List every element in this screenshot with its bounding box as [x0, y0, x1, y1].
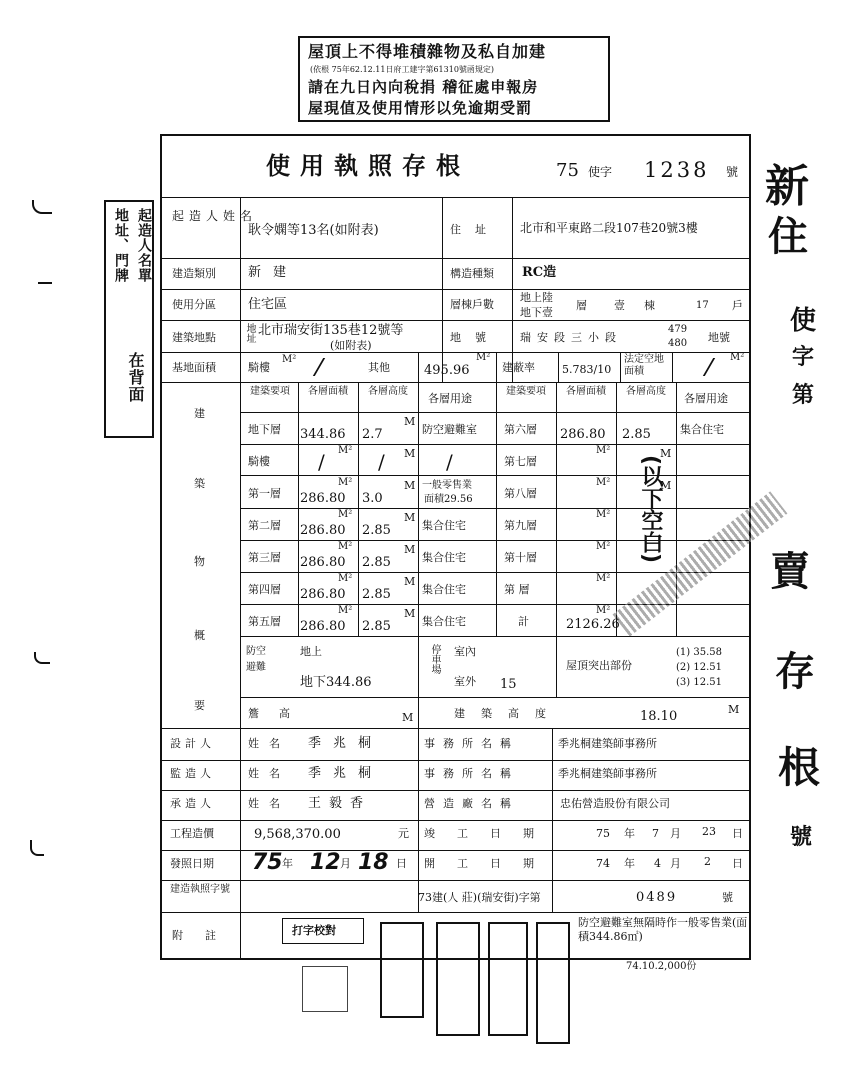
- area-other-label: 其他: [368, 361, 390, 374]
- row-floor-right: 第 層: [504, 583, 530, 596]
- row-floor-right: 第八層: [504, 487, 537, 500]
- unit-label: M²: [338, 541, 353, 552]
- unit-label: M: [728, 703, 740, 716]
- section-char-3: 物: [194, 555, 205, 568]
- supervisor-name: 季兆桐: [308, 766, 384, 781]
- cost-label: 工程造價: [170, 827, 214, 840]
- owner-label: 起造人姓名: [172, 209, 258, 223]
- row-floor: 地下層: [248, 423, 281, 436]
- margin-char-3: 使: [790, 306, 817, 336]
- floors-above: 地上陸: [520, 291, 553, 304]
- unit-label: M²: [596, 573, 611, 584]
- cost-value: 9,568,370.00: [254, 827, 341, 842]
- builder-firm-label: 營造廠名稱: [424, 797, 519, 810]
- head-height: 各層高度: [368, 386, 408, 397]
- ymd-m: 月: [670, 827, 681, 840]
- area-other-value: 495.96: [424, 363, 470, 378]
- unit-label: M²: [338, 509, 353, 520]
- start-ymd-d: 日: [732, 857, 743, 870]
- zone-label: 使用分區: [172, 298, 216, 311]
- row-use-right: 集合住宅: [680, 423, 724, 436]
- row-use: /: [446, 450, 453, 474]
- issue-day: 18: [358, 850, 389, 875]
- unit-label: M²: [596, 605, 611, 616]
- margin-char-7: 存: [775, 648, 815, 695]
- binding-mark-1: [32, 200, 52, 214]
- row-height-right: 2.85: [622, 427, 651, 442]
- row-area: 286.80: [300, 587, 346, 602]
- row-height: 2.85: [362, 619, 391, 634]
- permit-number: 1238: [644, 158, 710, 182]
- builder-firm: 忠佑營造股份有限公司: [560, 797, 670, 810]
- row-use: 防空避難室: [422, 423, 477, 436]
- area-other-unit: M²: [476, 352, 491, 363]
- coverage-value: 5.783/10: [562, 363, 612, 376]
- row-use-2: 面積29.56: [424, 494, 473, 505]
- row-floor: 第五層: [248, 615, 281, 628]
- blank-note: (以下空白): [638, 455, 663, 564]
- margin-char-1: 新: [765, 161, 809, 212]
- address-label: 住址: [450, 223, 500, 236]
- issue-year: 75: [252, 850, 283, 875]
- row-floor: 第一層: [248, 487, 281, 500]
- cost-unit: 元: [398, 827, 409, 840]
- coverage-label: 建蔽率: [502, 361, 535, 374]
- row-floor: 第二層: [248, 519, 281, 532]
- roof-label: 屋頂突出部份: [566, 659, 632, 672]
- margin-char-9: 號: [790, 824, 813, 850]
- print-info: 74.10.2,000份: [626, 961, 697, 972]
- notice-line-1: 屋頂上不得堆積雜物及私自加建: [308, 42, 547, 61]
- designer-office: 季兆桐建築師事務所: [558, 737, 657, 750]
- completion-month: 7: [652, 827, 659, 840]
- unit-label: M²: [338, 573, 353, 584]
- section-char-2: 築: [194, 477, 205, 490]
- head-item: 建築要項: [250, 386, 290, 397]
- row-floor-right: 第十層: [504, 551, 537, 564]
- shelter-above: 地上: [300, 645, 322, 658]
- unit-label: M²: [338, 605, 353, 616]
- seal-stamp-2: [380, 922, 424, 1018]
- start-year: 74: [596, 857, 610, 870]
- head-area-right: 各層面積: [566, 386, 606, 397]
- completion-day: 23: [702, 825, 716, 838]
- permit-ref-suffix: 號: [722, 891, 733, 904]
- builder-label: 承造人: [170, 797, 215, 810]
- row-floor: 第四層: [248, 583, 281, 596]
- row-use: 集合住宅: [422, 583, 466, 596]
- head-use: 各層用途: [428, 392, 472, 405]
- unit-label: M: [404, 479, 416, 492]
- issue-ymd-y: 年: [282, 857, 293, 870]
- roof-1: (1) 35.58: [676, 647, 722, 658]
- permit-type: 使字: [588, 165, 613, 179]
- lot-label: 地號: [450, 331, 500, 344]
- open-area-label: 法定空地面積: [624, 354, 664, 377]
- side-note-col-1: 起造人名單: [136, 208, 152, 283]
- margin-char-8: 根: [778, 743, 821, 792]
- seal-stamp-4: [488, 922, 528, 1036]
- designer-name-label: 姓名: [248, 737, 290, 750]
- parking-label: 停車場: [429, 644, 440, 674]
- units-count: 17: [696, 300, 709, 311]
- row-height: 2.85: [362, 587, 391, 602]
- parking-in: 室內: [454, 645, 476, 658]
- row-height: 2.7: [362, 427, 383, 442]
- unit-label: M: [402, 711, 414, 724]
- side-note-col-3: 在背面: [126, 352, 145, 403]
- start-label: 開工日期: [424, 857, 556, 870]
- permit-ref-label: 建造執照字號: [170, 884, 230, 895]
- binding-mark-2: [38, 282, 52, 284]
- zone-value: 住宅區: [248, 297, 288, 312]
- floors-label: 層棟戶數: [450, 298, 494, 311]
- designer-label: 設計人: [170, 737, 215, 750]
- side-note-col-2: 地址、門牌: [113, 208, 129, 283]
- binding-mark-4: [30, 840, 44, 856]
- completion-label: 竣工日期: [424, 827, 556, 840]
- proofread-label: 打字校對: [292, 924, 336, 937]
- site-value: 北市瑞安街135巷12號等: [258, 323, 404, 338]
- row-area: /: [318, 450, 325, 474]
- binding-mark-3: [34, 652, 50, 664]
- row-use: 一般零售業: [422, 480, 472, 491]
- seal-stamp-5: [536, 922, 570, 1044]
- structure-label: 構造種類: [450, 267, 494, 280]
- parking-out-value: 15: [500, 677, 517, 692]
- issue-label: 發照日期: [170, 857, 214, 870]
- builder-name: 王毅香: [308, 796, 372, 811]
- ymd-d: 日: [732, 827, 743, 840]
- permit-year: 75: [556, 160, 579, 181]
- owner-value: 耿令嫻等13名(如附表): [248, 223, 379, 238]
- form-title: 使用執照存根: [266, 151, 470, 180]
- supervisor-office: 季兆桐建築師事務所: [558, 767, 657, 780]
- issue-month: 12: [310, 850, 341, 875]
- bheight-label: 建築高度: [454, 707, 562, 720]
- unit-label: M: [404, 447, 416, 460]
- lot-value: 瑞安段三小段: [520, 331, 622, 344]
- permit-suffix: 號: [726, 165, 739, 179]
- head-item-right: 建築要項: [506, 386, 546, 397]
- head-use-right: 各層用途: [684, 392, 728, 405]
- permit-ref-value: 73建(人 莊)(瑞安街)字第: [418, 891, 541, 904]
- start-ymd-y: 年: [624, 857, 635, 870]
- row-floor: 第三層: [248, 551, 281, 564]
- parking-out: 室外: [454, 675, 476, 688]
- area-label: 基地面積: [172, 361, 216, 374]
- shelter-label: 防空避難: [246, 646, 266, 673]
- ymd-y: 年: [624, 827, 635, 840]
- row-use: 集合住宅: [422, 615, 466, 628]
- row-area: 286.80: [300, 491, 346, 506]
- address-value: 北市和平東路二段107巷20號3樓: [520, 221, 698, 235]
- unit-label: M²: [596, 509, 611, 520]
- supervisor-name-label: 姓名: [248, 767, 290, 780]
- category-label: 建造類別: [172, 267, 216, 280]
- notice-line-2: (依根 75年62.12.11日府工建字第61310號函規定): [310, 65, 495, 74]
- roof-3: (3) 12.51: [676, 677, 722, 688]
- unit-label: M: [404, 575, 416, 588]
- bheight-value: 18.10: [640, 709, 678, 724]
- margin-char-6: 賣: [770, 548, 810, 595]
- row-height: /: [378, 450, 385, 474]
- row-floor: 騎樓: [248, 455, 270, 468]
- floors-unit: 層: [576, 299, 587, 312]
- section-char-5: 要: [194, 699, 205, 712]
- roof-2: (2) 12.51: [676, 662, 722, 673]
- row-floor-right: 計: [518, 615, 529, 628]
- row-use: 集合住宅: [422, 519, 466, 532]
- side-note-box: [104, 200, 154, 438]
- unit-label: M: [404, 543, 416, 556]
- issue-ymd-m: 月: [340, 857, 351, 870]
- row-height: 2.85: [362, 523, 391, 538]
- shelter-below: 地下344.86: [300, 675, 372, 690]
- completion-year: 75: [596, 827, 610, 840]
- unit-label: M: [404, 511, 416, 524]
- site-value-note: (如附表): [330, 339, 372, 352]
- notice-line-3: 請在九日內向稅捐 稽征處申報房: [308, 78, 539, 96]
- notice-line-4: 屋現值及使用情形以免逾期受罰: [308, 99, 533, 117]
- note-label: 附註: [172, 929, 238, 942]
- unit-label: M: [404, 607, 416, 620]
- unit-label: M: [404, 415, 416, 428]
- unit-label: M²: [596, 477, 611, 488]
- category-value: 新建: [248, 265, 299, 280]
- eaves-label: 簷高: [248, 707, 310, 720]
- margin-char-5: 第: [792, 382, 815, 408]
- row-floor-right: 第六層: [504, 423, 537, 436]
- buildings-count: 壹: [614, 299, 625, 312]
- units-unit: 戶: [732, 299, 743, 312]
- unit-label: M²: [596, 445, 611, 456]
- issue-ymd-d: 日: [396, 857, 407, 870]
- area-annex-label: 騎樓: [248, 361, 270, 374]
- start-month: 4: [654, 857, 661, 870]
- start-ymd-m: 月: [670, 857, 681, 870]
- unit-label: M: [660, 479, 672, 492]
- unit-label: M²: [596, 541, 611, 552]
- row-area: 286.80: [300, 619, 346, 634]
- builder-name-label: 姓名: [248, 797, 290, 810]
- designer-name: 季兆桐: [308, 736, 384, 751]
- open-area-unit: M²: [730, 352, 745, 363]
- row-area-right: 286.80: [560, 427, 606, 442]
- seal-stamp-3: [436, 922, 480, 1036]
- row-floor-right: 第七層: [504, 455, 537, 468]
- site-label: 建築地點: [172, 331, 216, 344]
- lot-suffix: 地號: [708, 331, 730, 344]
- row-use: 集合住宅: [422, 551, 466, 564]
- section-char-1: 建: [194, 407, 205, 420]
- row-area: 344.86: [300, 427, 346, 442]
- designer-office-label: 事務所名稱: [424, 737, 519, 750]
- lot-number-2: 480: [668, 338, 688, 349]
- row-height: 3.0: [362, 491, 383, 506]
- seal-stamp-1: [302, 966, 348, 1012]
- permit-ref-number: 0489: [636, 890, 678, 905]
- row-floor-right: 第九層: [504, 519, 537, 532]
- area-annex-unit: M²: [282, 354, 297, 365]
- head-height-right: 各層高度: [626, 386, 666, 397]
- row-area: 286.80: [300, 523, 346, 538]
- supervisor-office-label: 事務所名稱: [424, 767, 519, 780]
- supervisor-label: 監造人: [170, 767, 215, 780]
- total-area: 2126.26: [566, 617, 620, 632]
- unit-label: M²: [338, 477, 353, 488]
- margin-char-4: 字: [792, 344, 815, 370]
- margin-char-2: 住: [768, 213, 808, 260]
- row-area: 286.80: [300, 555, 346, 570]
- note-value: 防空避難室無隔時作一般零售業(面積344.86㎡): [578, 916, 748, 944]
- floors-below: 地下壹: [520, 306, 553, 319]
- notice-stamp: [298, 36, 610, 122]
- unit-label: M: [660, 447, 672, 460]
- head-area: 各層面積: [308, 386, 348, 397]
- start-day: 2: [704, 855, 711, 868]
- site-sub-label: 地址: [244, 323, 255, 343]
- row-height: 2.85: [362, 555, 391, 570]
- unit-label: M²: [338, 445, 353, 456]
- lot-number-1: 479: [668, 324, 688, 335]
- structure-value: RC造: [522, 265, 557, 280]
- buildings-unit: 棟: [644, 299, 655, 312]
- section-char-4: 概: [194, 629, 205, 642]
